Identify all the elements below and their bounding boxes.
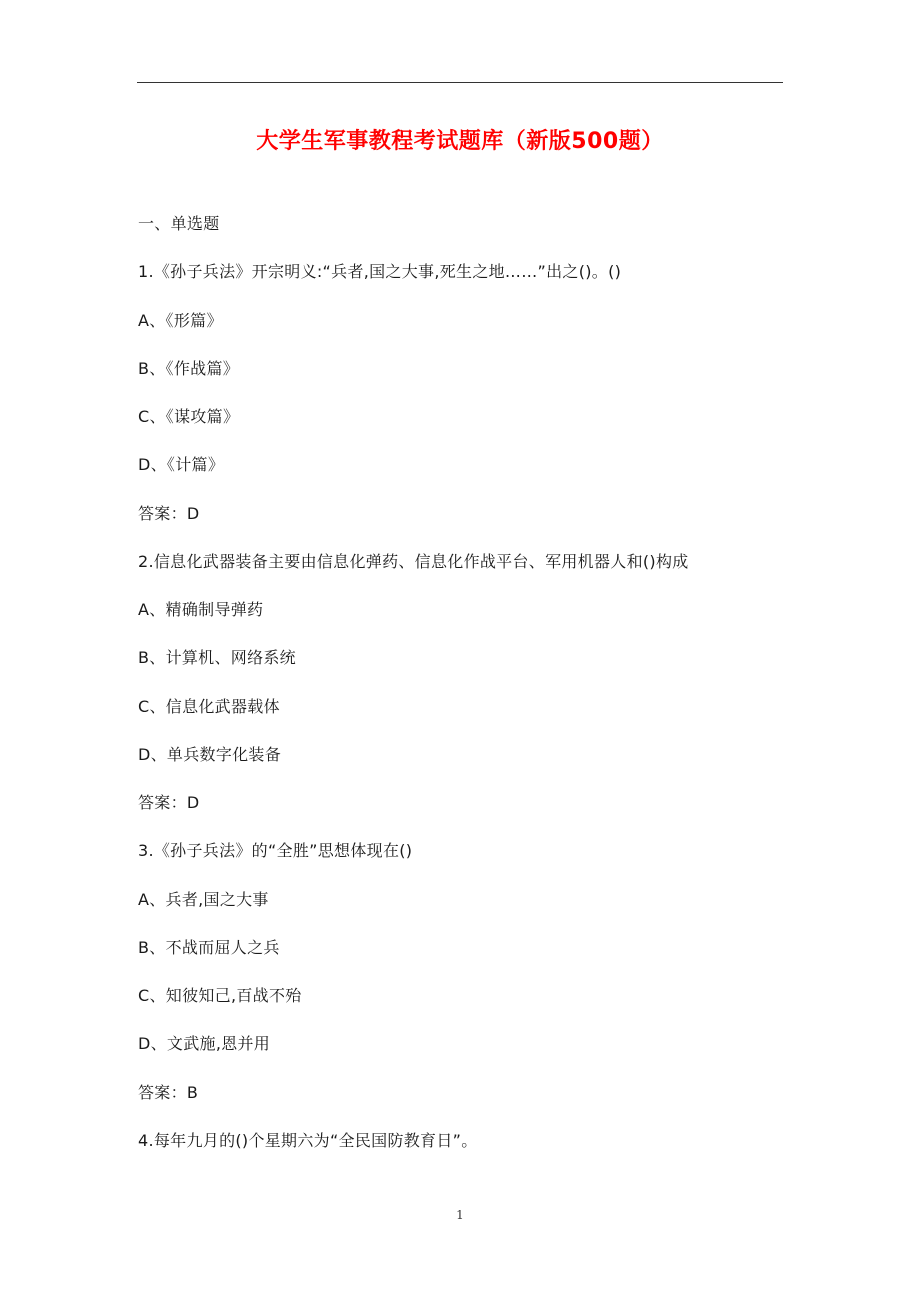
question-2-option-d: D、单兵数字化装备 (138, 745, 282, 764)
question-1-option-c: C、《谋攻篇》 (138, 407, 240, 426)
question-3-option-c: C、知彼知己,百战不殆 (138, 986, 302, 1005)
section-heading: 一、单选题 (138, 214, 220, 233)
question-2-option-b: B、计算机、网络系统 (138, 648, 296, 667)
question-3-option-a: A、兵者,国之大事 (138, 890, 269, 909)
question-1-answer: 答案：D (138, 504, 200, 523)
question-3: 3.《孙子兵法》的“全胜”思想体现在() (138, 841, 413, 860)
question-1-option-d: D、《计篇》 (138, 455, 225, 474)
question-2-option-c: C、信息化武器载体 (138, 697, 280, 716)
question-3-answer: 答案：B (138, 1083, 199, 1102)
question-1: 1.《孙子兵法》开宗明义:“兵者,国之大事,死生之地……”出之()。() (138, 262, 622, 281)
question-3-option-d: D、文武施,恩并用 (138, 1034, 271, 1053)
document-title: 大学生军事教程考试题库（新版500题） (256, 129, 664, 154)
question-1-option-b: B、《作战篇》 (138, 359, 240, 378)
question-2-option-a: A、精确制导弹药 (138, 600, 264, 619)
question-2: 2.信息化武器装备主要由信息化弹药、信息化作战平台、军用机器人和()构成 (138, 552, 689, 571)
question-3-option-b: B、不战而屈人之兵 (138, 938, 280, 957)
question-1-option-a: A、《形篇》 (138, 311, 223, 330)
question-4: 4.每年九月的()个星期六为“全民国防教育日”。 (138, 1131, 478, 1150)
page-number: 1 (456, 1208, 464, 1222)
question-2-answer: 答案：D (138, 793, 200, 812)
header-rule (137, 82, 783, 83)
